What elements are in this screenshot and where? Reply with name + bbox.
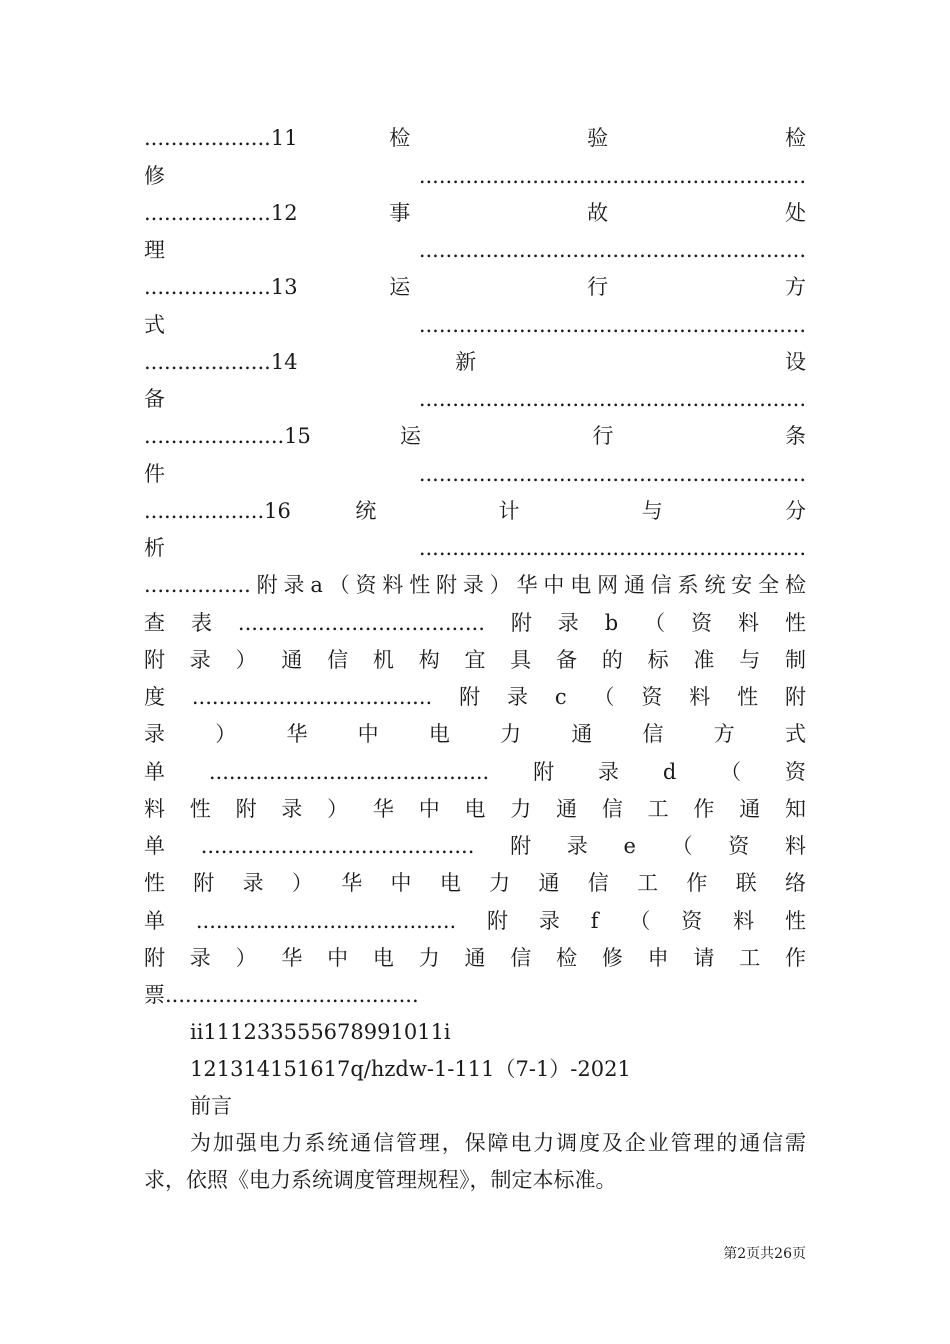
toc-line: 度....................................附录c（资料性附 [144, 685, 806, 709]
toc-line: 单..........................................附录d（资 [144, 760, 806, 784]
body-paragraph-line: 求，依照《电力系统调度管理规程》，制定本标准。 [144, 1168, 617, 1192]
toc-line: 性 附 录 ） 华 中 电 力 通 信 工 作 联 络 [144, 871, 806, 895]
toc-line: 票...................................... [144, 983, 419, 1007]
toc-line: 备.......................................................... [144, 387, 806, 411]
toc-line: 件.......................................................... [144, 462, 806, 486]
toc-line: 单.......................................附录f（资料性 [144, 909, 806, 933]
toc-line: ................附录a（资料性附录）华中电网通信系统安全检 [144, 573, 806, 597]
toc-page-numbers: ii111233555678991011i [190, 1020, 451, 1044]
toc-line: 附 录 ） 华 中 电 力 通 信 检 修 申 请 工 作 [144, 946, 806, 970]
toc-line: 理.......................................................... [144, 238, 806, 262]
toc-line: 式.......................................................... [144, 313, 806, 337]
toc-line: ...................11 检 验 检 [144, 126, 806, 150]
toc-line: .....................15 运 行 条 [144, 424, 806, 448]
toc-line: ..................16 统 计 与 分 [144, 499, 806, 523]
toc-line: ...................13 运 行 方 [144, 275, 806, 299]
toc-line: ...................12 事 故 处 [144, 201, 806, 225]
toc-line: 录 ） 华 中 电 力 通 信 方 式 [144, 722, 806, 746]
page-footer: 第2页共26页 [723, 1246, 806, 1262]
body-paragraph-line: 为加强电力系统通信管理，保障电力调度及企业管理的通信需 [190, 1131, 806, 1155]
standard-number: 121314151617q/hzdw-1-111（7-1）-2021 [190, 1057, 631, 1081]
preface-heading: 前言 [190, 1094, 232, 1118]
toc-line: ...................14 新 设 [144, 350, 806, 374]
toc-line: 附 录 ） 通 信 机 构 宜 具 备 的 标 准 与 制 [144, 648, 806, 672]
toc-line: 修.......................................................... [144, 164, 806, 188]
toc-line: 析.......................................................... [144, 536, 806, 560]
toc-line: 单.........................................附录e（资料 [144, 834, 806, 858]
toc-line: 查表.....................................附录b（资料性 [144, 611, 806, 635]
toc-line: 料 性 附 录 ） 华 中 电 力 通 信 工 作 通 知 [144, 797, 806, 821]
